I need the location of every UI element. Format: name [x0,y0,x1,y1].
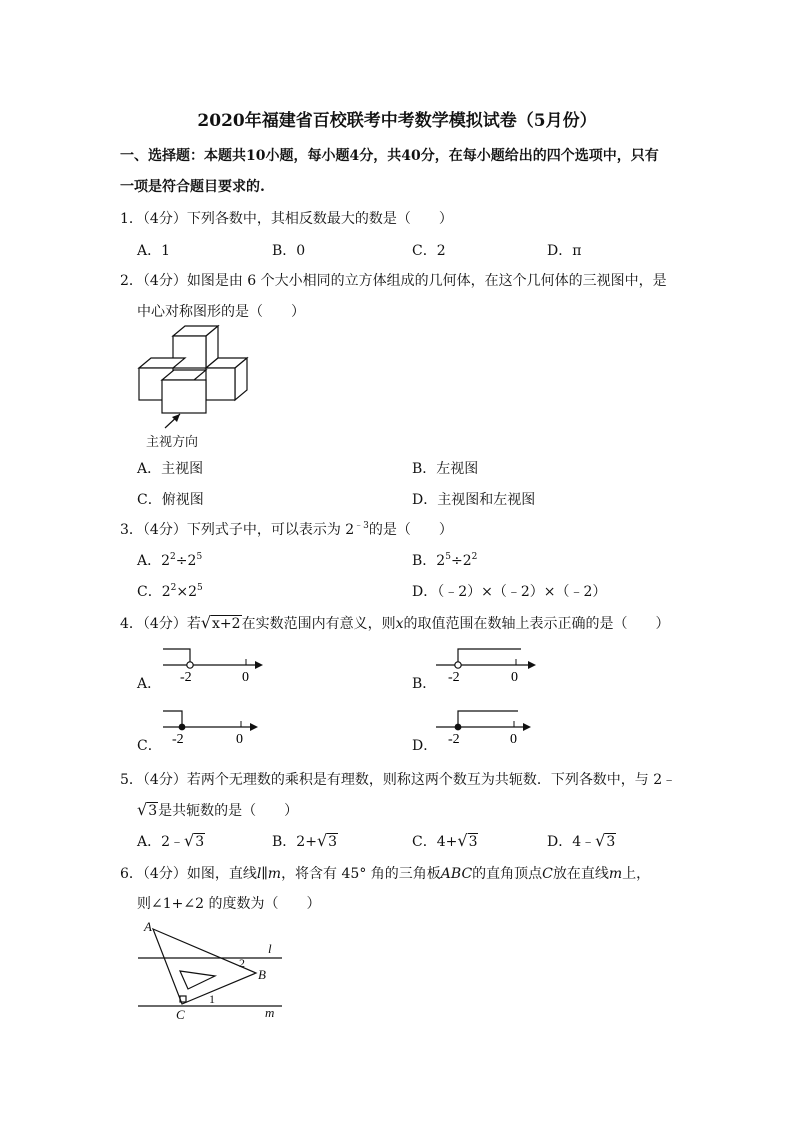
q6-angle-2: 2 [239,956,245,970]
q6-triangle-figure [130,915,290,1025]
q4-number-line-d[interactable] [428,705,540,747]
q4a-tick-neg: -2 [180,670,192,685]
section-instruction-line1: 一、选择题：本题共10小题，每小题4分，共40分，在每小题给出的四个选项中，只有 [120,148,659,164]
q4-option-c[interactable]: C． [137,738,162,754]
q5-option-b[interactable]: B．2+√3 [272,831,338,850]
q4-number-line-c[interactable] [155,705,267,747]
q5-stem-line1: 5．（4分）若两个无理数的乘积是有理数，则称这两个数互为共轭数．下列各数中，与 2﹣ [120,772,677,788]
q4-radicand: x+2 [212,616,241,632]
q3-stem-text: 3．（4分）下列式子中，可以表示为 2 [120,522,355,538]
section-instruction-line2: 一项是符合题目要求的. [120,179,265,195]
q1-stem: 1．（4分）下列各数中，其相反数最大的数是（ ） [120,211,453,227]
q2-view-direction-label: 主视方向 [146,435,199,450]
q4b-tick-neg: -2 [448,670,460,685]
q6-label-l: l [268,941,272,956]
q4d-tick-neg: -2 [448,732,460,747]
q6-angle-1: 1 [209,992,215,1006]
q5-stem-line2: √3是共轭数的是（ ） [137,800,299,819]
q2-option-a[interactable]: A．主视图 [137,461,204,477]
q3-option-c[interactable]: C．$2^2\times 2^5$ [137,583,203,600]
q4a-tick-zero: 0 [242,670,249,685]
q3-option-a[interactable]: A．$2^2\div 2^5$ [137,552,203,569]
q6-stem-line2: 则∠1+∠2 的度数为（ ） [137,896,321,912]
q5-option-c[interactable]: C．4+√3 [412,831,478,850]
q5-option-a[interactable]: A．2﹣√3 [137,831,205,850]
q5-option-d[interactable]: D．4﹣√3 [547,831,616,850]
q3-stem-exponent: ﹣3 [354,521,369,531]
q6-label-m: m [265,1005,275,1020]
q1-option-d[interactable]: D．π [547,243,582,259]
q2-stem-line2: 中心对称图形的是（ ） [137,304,305,320]
q3-stem-end: 的是（ ） [368,522,453,538]
q6-label-a: A [144,919,152,934]
q3-option-d[interactable]: D．（﹣2）×（﹣2）×（﹣2） [412,584,607,600]
q2-stem-line1: 2．（4分）如图是由 6 个大小相同的立方体组成的几何体，在这个几何体的三视图中，是 [120,273,667,289]
q3-option-b[interactable]: B．$2^5\div 2^2$ [412,552,478,569]
q1-option-a[interactable]: A．1 [137,243,171,259]
q1-option-c[interactable]: C．2 [412,243,446,259]
q4-number-line-b[interactable] [428,643,540,685]
q4-stem: 4．（4分）若√x+2在实数范围内有意义，则x的取值范围在数轴上表示正确的是（ ） [120,613,670,632]
q2-option-d[interactable]: D．主视图和左视图 [412,492,536,508]
q4c-tick-zero: 0 [236,732,243,747]
page-title: 2020年福建省百校联考中考数学模拟试卷（5月份） [197,111,597,131]
q1-option-b[interactable]: B．0 [272,243,306,259]
q4-option-b[interactable]: B． [412,676,437,692]
q4d-tick-zero: 0 [510,732,517,747]
q2-option-c[interactable]: C．俯视图 [137,492,204,508]
q6-label-b: B [258,967,266,982]
q4-option-a[interactable]: A． [137,676,162,692]
q4-number-line-a[interactable] [155,643,267,685]
q3-stem [120,519,453,539]
q4b-tick-zero: 0 [511,670,518,685]
q2-cubes-figure [130,322,260,447]
q4c-tick-neg: -2 [172,732,184,747]
q6-stem-line1: 6．（4分）如图，直线l∥m，将含有 45° 角的三角板ABC的直角顶点C放在直线m上， [120,866,651,882]
q4-option-d[interactable]: D． [412,738,438,754]
q2-option-b[interactable]: B．左视图 [412,461,479,477]
q6-label-c: C [176,1007,185,1022]
